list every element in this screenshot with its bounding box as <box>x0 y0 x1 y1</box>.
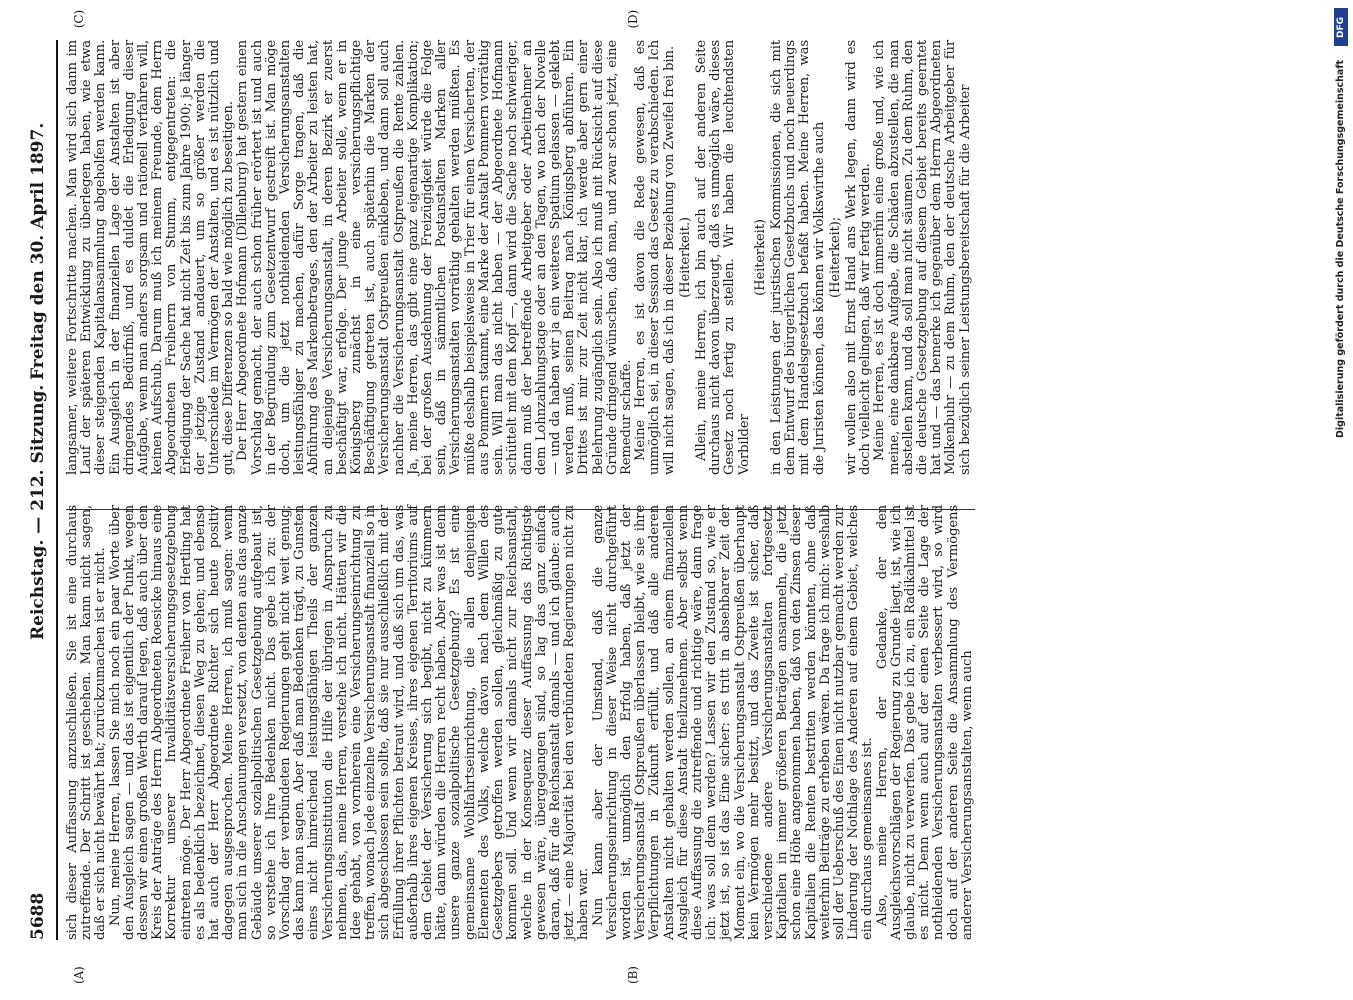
margin-marker-b: (B) <box>626 966 640 984</box>
digitisation-notice: Digitalisierung gefördert durch die Deutsche Forschungsgemeinschaft <box>1335 60 1346 438</box>
speech-paragraph: sich dieser Auffassung anzuschließen. Sie ist eine durchaus zutreffende. Der Schritt ist geschehen. Man kann nicht sagen, daß er sich nicht bewährt hat; zurückzumachen ist er nicht. <box>65 505 109 940</box>
speech-paragraph: Nun kann aber der Umstand, daß die ganze Versicherungseinrichtung in dieser Weise nicht durchgeführt worden ist, unmöglich den Erfolg haben, daß jetzt der Versicherungsanstalt Ostpreußen überlassen bleibt, wie sie ihre Verpflichtungen in Zukunft erfüllt, und daß alle anderen Anstalten nicht gehalten werden sollen, an einem finanziellen Ausgleich für diese Anstalt theilzunehmen. Aber selbst wenn diese Auffassung die zutreffende und richtige wäre, dann frage ich: was soll denn werden? Lassen wir den Zustand so, wie er jetzt ist, so ist das Eine sicher: es tritt in absehbarer Zeit der Moment ein, wo die Versicherungsanstalt Ostpreußen überhaupt kein Vermögen mehr besitzt, und das Zweite ist sicher, daß verschiedene andere Versicherungsanstalten fortgesetzt Kapitalien in immer größeren Beträgen ansammeln, die jetzt schon eine Höhe angenommen haben, daß von den Zinsen dieser Kapitalien die Renten bestritten werden könnten, ohne daß weiterhin Beiträge zu erheben wären. Da frage ich mich: weshalb soll der Ueberschuß des Einen nicht nutzbar gemacht werden zur Linderung der Nothlage des Anderen auf einem Gebiet, welches ein durchaus gemeinsames ist. <box>590 505 876 940</box>
speech-paragraph: Also, meine Herren, der Gedanke, der den Ausgleichsvorschlägen der Regierung zu Grunde liegt, ist, wie ich glaube, nicht zu verwerfen. Das gebe ich zu, ein Radikalmittel ist es nicht. Denn wenn auch auf der einen Seite die Lage der nothleidenden Versicherungsanstalten verbessert wird, so wird doch auf der anderen Seite die Ansammlung des Vermögens anderer Versicherungsanstalten, wenn auch <box>874 505 975 940</box>
right-column <box>65 10 975 475</box>
page-header <box>22 40 58 940</box>
session-date: Freitag den 30. April 1897. <box>28 122 48 380</box>
margin-marker-d: (D) <box>626 10 640 29</box>
dfg-logo: DFG <box>1334 8 1348 46</box>
page-number: 5688 <box>28 892 48 940</box>
margin-marker-a: (A) <box>72 966 86 984</box>
speech-paragraph: langsamer, weitere Fortschritte machen. Man wird sich dann im Lauf der späteren Entwicklung zu überlegen haben, wie etwa dieser steigenden Kapitalansammlung abgeholfen werden kann. Ein Ausgleich in der finanziellen Lage der Anstalten ist aber dringendes Bedürfniß, und es duldet die Erledigung dieser Aufgabe, wenn man anders sorgsam und rationell verfahren will, keinen Aufschub. Darum muß ich meinem Freunde, dem Herrn Abgeordneten Freiherrn von Stumm, entgegentreten: die Erledigung der Sache hat nicht Zeit bis zum Jahre 1900; je länger der jetzige Zustand andauert, um so größer werden die Unterschiede im Vermögen der Anstalten, und es ist nützlich und gut, diese Differenzen so bald wie möglich zu beseitigen. <box>65 40 237 475</box>
speech-paragraph: in den Leistungen der juristischen Kommissionen, die sich mit dem Entwurf des bürgerlichen Gesetzbuchs und noch neuerdings mit dem Handelsgesetzbuch befaßt haben. Meine Herren, was die Juristen können, das können wir Volkswirthe auch <box>768 40 827 475</box>
speech-paragraph: wir wollen also mit Ernst Hand ans Werk legen, dann wird es doch vielleicht gelingen, daß wir fertig werden. <box>843 40 874 475</box>
session-title: Reichstag. — 212. Sitzung. <box>28 384 48 640</box>
speech-paragraph: Allein, meine Herren, ich bin auch auf der anderen Seite durchaus nicht davon überzeugt, daß es unmöglich wäre, dieses Gesetz noch fertig zu stellen. Wir haben die leuchtendsten Vorbilder <box>693 40 752 475</box>
speech-paragraph: Nun, meine Herren, lassen Sie mich noch ein paar Worte über den Ausgleich sagen — und das ist eigentlich der Punkt, wegen dessen wir einen großen Werth darauf legen, daß auch über den Kreis der Anträge des Herrn Abgeordneten Roesicke hinaus eine Korrektur unserer Invaliditätsversicherungsgesetzgebung eintreten möge. Der Herr Abgeordnete Freiherr von Hertling hat es als bedenklich bezeichnet, diesen Weg zu gehen; und ebenso hat auch der Herr Abgeordnete Richter sich heute positiv dagegen ausgesprochen. Meine Herren, ich muß sagen: wenn man sich in die Anschauungen versetzt, von denten aus das ganze Gebäude unserer sozialpolitischen Gesetzgebung aufgebaut ist, so verstehe ich Ihre Bedenken nicht. Das gebe ich zu: der Vorschlag der verbündeten Regierungen geht nicht weit genug; das kann man sagen. Aber daß man Bedenken trägt, zu Gunsten eines nicht hinreichend leistungsfähigen Theils der ganzen Versicherungsinstitution die Hilfe der übrigen in Anspruch zu nehmen, das, meine Herren, verstehe ich nicht. Hätten wir die Idee gehabt, von vornherein eine Versicherungseinrichtung zu treffen, wonach jede einzelne Versicherungsanstalt finanziell so in sich abgeschlossen sein sollte, daß sie nur ausschließlich mit der Erfüllung ihrer Pflichten betraut wird, und daß sich um das, was außerhalb ihres eigenen Kreises, ihres eigenen Territoriums auf dem Gebiet der Versicherung sich begibt, nicht zu kümmern hätte, dann würden die Herren recht haben. Aber was ist denn unsere ganze sozialpolitische Gesetzgebung? Es ist eine gemeinsame Wohlfahrtseinrichtung, die allen denjenigen Elementen des Volks, welche davon nach dem Willen des Gesetzgebers getroffen werden sollen, gleichmäßig zu gute kommen soll. Und wenn wir damals nicht zur Reichsanstalt, welche in der Konsequenz dieser Auffassung das Richtigste gewesen wäre, übergegangen sind, so lag das ganz einfach daran, daß für die Reichsanstalt damals — und ich glaube: auch jetzt — eine Majorität bei den verbündeten Regierungen nicht zu haben war. <box>107 505 592 940</box>
stage-direction: (Heiterkeit.) <box>677 217 693 298</box>
speech-paragraph: Meine Herren, es ist davon die Rede gewesen, daß es unmöglich sei, in dieser Session das Gesetz zu verabschieden. Ich will nicht sagen, daß ich in dieser Beziehung von Zweifel frei bin. <box>633 40 677 475</box>
stage-direction: (Heiterkeit); <box>827 216 843 299</box>
margin-marker-c: (C) <box>72 10 86 29</box>
left-column <box>65 505 975 984</box>
stage-direction: (Heiterkeit) <box>752 219 768 296</box>
digitisation-strip <box>1331 0 1353 1000</box>
text-columns <box>65 10 975 984</box>
speech-paragraph: Meine Herren, es ist doch immerhin eine große und, wie ich meine, eine dankbare Aufgabe, die Schäden abzustellen, die man abstellen kann, und da soll man nicht säumen. Zu dem Ruhm, den die deutsche Gesetzgebung auf diesem Gebiet bereits geerntet hat und — das bemerke ich gegenüber dem Herrn Abgeordneten Molkenbuhr — zu dem Ruhm, den der deutsche Arbeitgeber für sich bezüglich seiner Leistungsbereitschaft für die Arbeiter <box>872 40 973 475</box>
speech-paragraph: Der Herr Abgeordnete Hofmann (Dillenburg) hat gestern einen Vorschlag gemacht, der auch schon früher erörtert ist und auch in der Begründung zum Gesetzentwurf gestreift ist. Man möge doch, um die jetzt nothleidenden Versicherungsanstalten leistungsfähiger zu machen, dafür Sorge tragen, daß die Abführung des Markenbetrages, den der Arbeiter zu leisten hat, an diejenige Versicherungsanstalt, in deren Bezirk er zuerst beschäftigt war, erfolge. Der junge Arbeiter solle, wenn er in Königsberg zunächst in eine versicherungspflichtige Beschäftigung getreten ist, auch späterhin die Marken der Versicherungsanstalt Ostpreußen einkleben, und dann soll auch nachher die Versicherungsanstalt Ostpreußen die Rente zahlen. Ja, meine Herren, das gibt eine ganz eigenartige Komplikation; bei der großen Ausdehnung der Freizügigkeit würde die Folge sein, daß in sämmtlichen Postanstalten Marken aller Versicherungsanstalten vorräthig gehalten werden müßten. Es müßte deshalb beispielsweise in Trier für einen Versicherten, der aus Pommern stammt, eine Marke der Anstalt Pommern vorräthig sein. Will man das nicht haben — der Abgeordnete Hofmann schüttelt mit dem Kopf —, dann wird die Sache noch schwieriger, dann muß der betreffende Arbeitgeber oder Arbeitnehmer an dem Lohnzahlungstage oder an den Tagen, wo nach der Novelle — und da haben wir ja ein weiteres Spatium gelassen — geklebt werden muß, seinen Beitrag nach Königsberg abführen. Ein Drittes ist mir zur Zeit nicht klar, ich werde aber gern einer Belehrung zugänglich sein. Also ich muß mit Rücksicht auf diese Gründe dringend wünschen, daß man, und zwar schon jetzt, eine Remedur schaffe. <box>235 40 634 475</box>
